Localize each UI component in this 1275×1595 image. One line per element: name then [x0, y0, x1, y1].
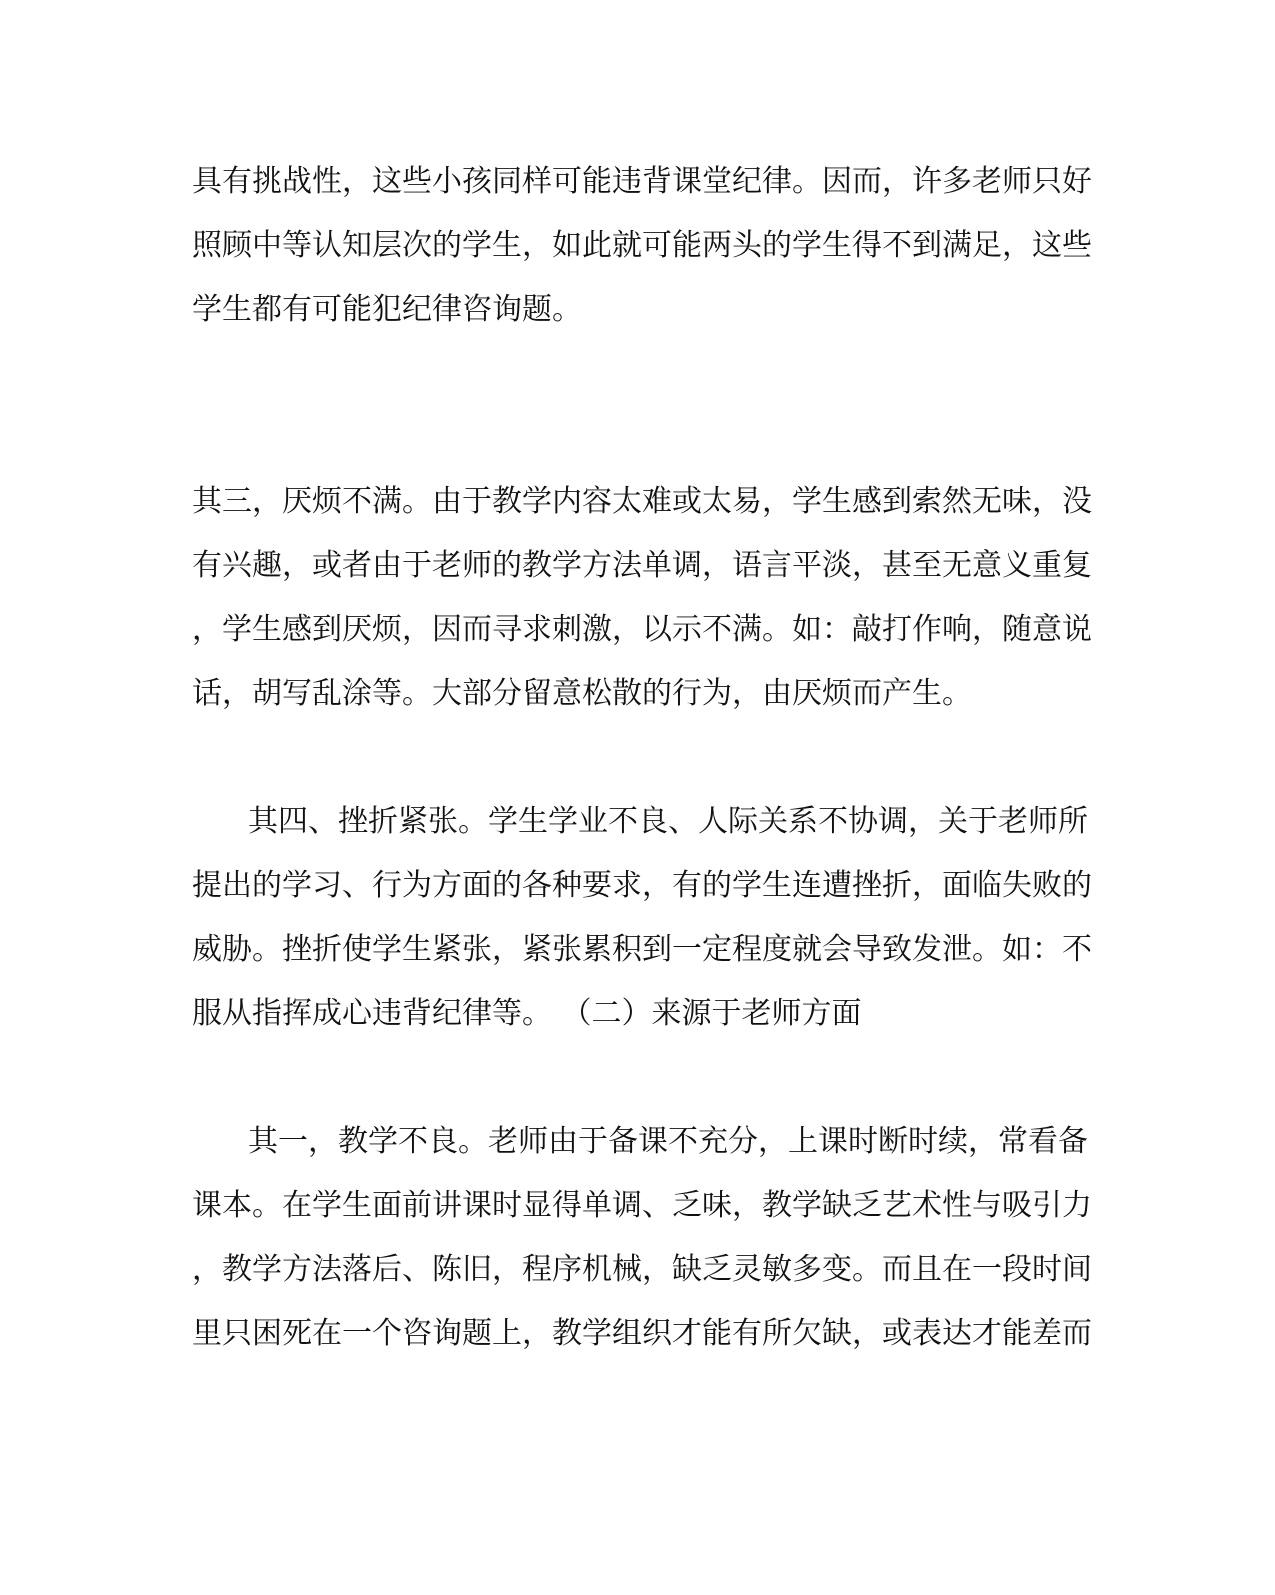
paragraph-line: 学生都有可能犯纪律咨询题。	[192, 292, 582, 327]
paragraph-line: 提出的学习、行为方面的各种要求，有的学生连遭挫折，面临失败的	[192, 868, 1092, 903]
paragraph-line: 威胁。挫折使学生紧张，紧张累积到一定程度就会导致发泄。如：不	[192, 932, 1092, 967]
paragraph-line: 服从指挥成心违背纪律等。 （二）来源于老师方面	[192, 996, 862, 1031]
paragraph-line: ，教学方法落后、陈旧，程序机械，缺乏灵敏多变。而且在一段时间	[192, 1252, 1092, 1287]
paragraph-line: 其一，教学不良。老师由于备课不充分，上课时断时续，常看备	[248, 1124, 1088, 1159]
paragraph-line: 其四、挫折紧张。学生学业不良、人际关系不协调，关于老师所	[248, 804, 1088, 839]
paragraph-line: 课本。在学生面前讲课时显得单调、乏味，教学缺乏艺术性与吸引力	[192, 1188, 1092, 1223]
paragraph-line: 具有挑战性，这些小孩同样可能违背课堂纪律。因而，许多老师只好	[192, 164, 1092, 199]
paragraph-line: 话，胡写乱涂等。大部分留意松散的行为，由厌烦而产生。	[192, 676, 972, 711]
paragraph-line: 有兴趣，或者由于老师的教学方法单调，语言平淡，甚至无意义重复	[192, 548, 1092, 583]
paragraph-line: 其三，厌烦不满。由于教学内容太难或太易，学生感到索然无味，没	[192, 484, 1092, 519]
paragraph-line: 照顾中等认知层次的学生，如此就可能两头的学生得不到满足，这些	[192, 228, 1092, 263]
paragraph-line: ，学生感到厌烦，因而寻求刺激，以示不满。如：敲打作响，随意说	[192, 612, 1092, 647]
paragraph-line: 里只困死在一个咨询题上，教学组织才能有所欠缺，或表达才能差而	[192, 1316, 1092, 1351]
